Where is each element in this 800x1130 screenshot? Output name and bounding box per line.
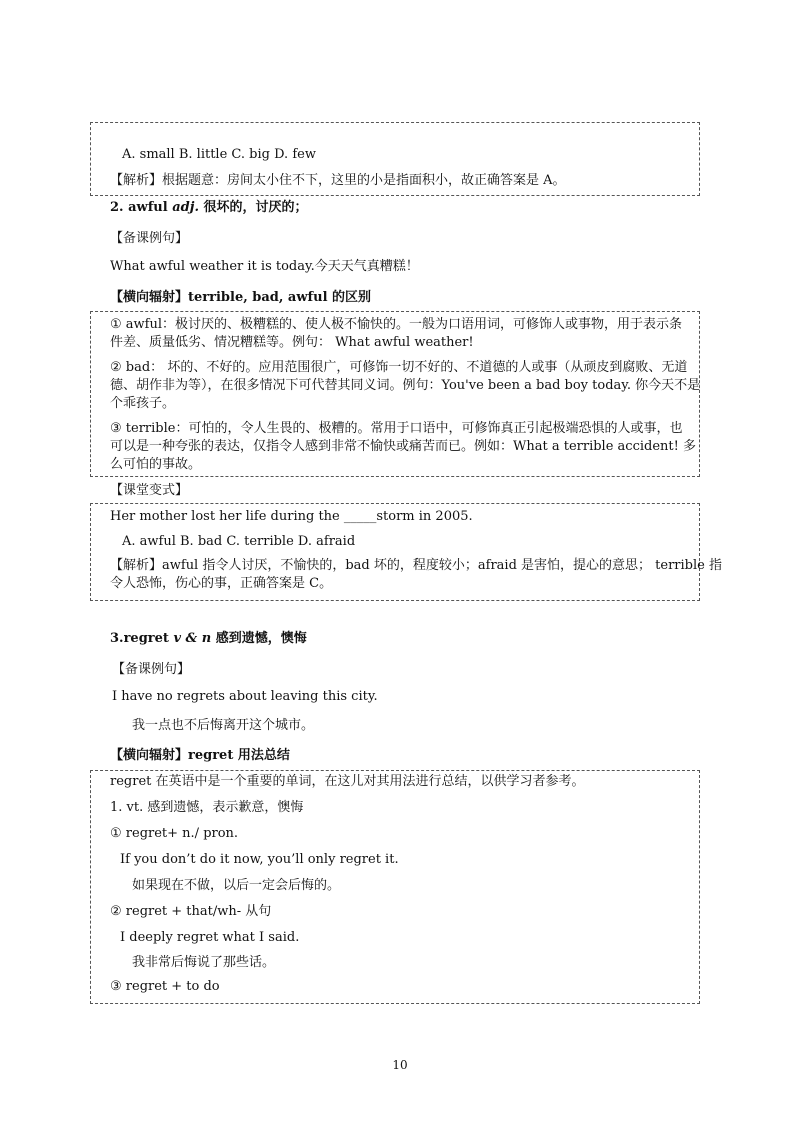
usage-line: If you don’t do it now, you’ll only regret it. — [120, 852, 399, 867]
exercise-2-options: A. awful B. bad C. terrible D. afraid — [122, 534, 356, 549]
usage-line: ① regret+ n./ pron. — [110, 826, 239, 841]
comparison-line: ① awful：极讨厌的、极糟糕的、使人极不愉快的。一般为口语用词，可修饰人或事物，用于表示条 — [110, 317, 683, 332]
section-2-radiation-title: 【横向辐射】terrible, bad, awful 的区别 — [110, 290, 372, 305]
exercise-2-analysis: 【解析】awful 指令人讨厌，不愉快的，bad 坏的，程度较小；afraid 是害怕，提心的意思； terrible 指 — [110, 558, 722, 573]
class-variation-label: 【课堂变式】 — [110, 483, 189, 498]
exercise-1-analysis: 【解析】根据题意：房间太小住不下，这里的小是指面积小，故正确答案是 A。 — [110, 173, 566, 188]
usage-line: ③ regret + to do — [110, 979, 220, 994]
section-3-pos: v & n — [173, 631, 212, 646]
comparison-line: 个乖孩子。 — [110, 396, 176, 411]
section-3-word: 3.regret — [110, 631, 169, 646]
section-3-example-cn: 我一点也不后悔离开这个城市。 — [132, 718, 315, 733]
page-number: 10 — [392, 1058, 408, 1072]
comparison-line: 可以是一种夸张的表达，仅指令人感到非常不愉快或痛苦而已。例如：What a terrible accident! 多 — [110, 439, 696, 454]
section-3-heading — [110, 630, 307, 648]
section-2-word: 2. awful — [110, 200, 168, 215]
section-2-example: What awful weather it is today.今天天气真糟糕！ — [110, 259, 419, 274]
section-2-prep-label: 【备课例句】 — [110, 231, 189, 246]
exercise-2-question: Her mother lost her life during the _____storm in 2005. — [110, 509, 473, 524]
section-3-prep-label: 【备课例句】 — [112, 662, 191, 677]
exercise-1-options: A. small B. little C. big D. few — [122, 147, 316, 162]
usage-line: I deeply regret what I said. — [120, 930, 300, 945]
comparison-line: 么可怕的事故。 — [110, 457, 202, 472]
section-2-pos: adj. — [172, 200, 199, 215]
section-2-heading — [110, 199, 308, 217]
exercise-2-analysis: 令人恐怖，伤心的事，正确答案是 C。 — [110, 576, 333, 591]
usage-line: 我非常后悔说了那些话。 — [132, 955, 276, 970]
section-3-example-en: I have no regrets about leaving this city. — [112, 689, 378, 704]
section-3-meaning: 感到遗憾，懊悔 — [211, 631, 307, 646]
comparison-line: ② bad： 坏的、不好的。应用范围很广，可修饰一切不好的、不道德的人或事（从顽皮到腐败、无道 — [110, 360, 688, 375]
usage-line: 1. vt. 感到遗憾，表示歉意，懊悔 — [110, 800, 304, 815]
usage-line: ② regret + that/wh- 从句 — [110, 904, 272, 919]
section-2-meaning: 很坏的，讨厌的； — [198, 200, 308, 215]
usage-line: regret 在英语中是一个重要的单词，在这儿对其用法进行总结，以供学习者参考。 — [110, 774, 585, 789]
comparison-line: ③ terrible：可怕的，令人生畏的、极糟的。常用于口语中，可修饰真正引起极端恐惧的人或事，也 — [110, 421, 683, 436]
comparison-line: 件差、质量低劣、情况糟糕等。例句： What awful weather! — [110, 335, 474, 350]
comparison-line: 德、胡作非为等），在很多情况下可代替其同义词。例句：You've been a bad boy today. 你今天不是 — [110, 378, 701, 393]
usage-line: 如果现在不做，以后一定会后悔的。 — [132, 878, 341, 893]
section-3-radiation-title: 【横向辐射】regret 用法总结 — [110, 748, 290, 763]
